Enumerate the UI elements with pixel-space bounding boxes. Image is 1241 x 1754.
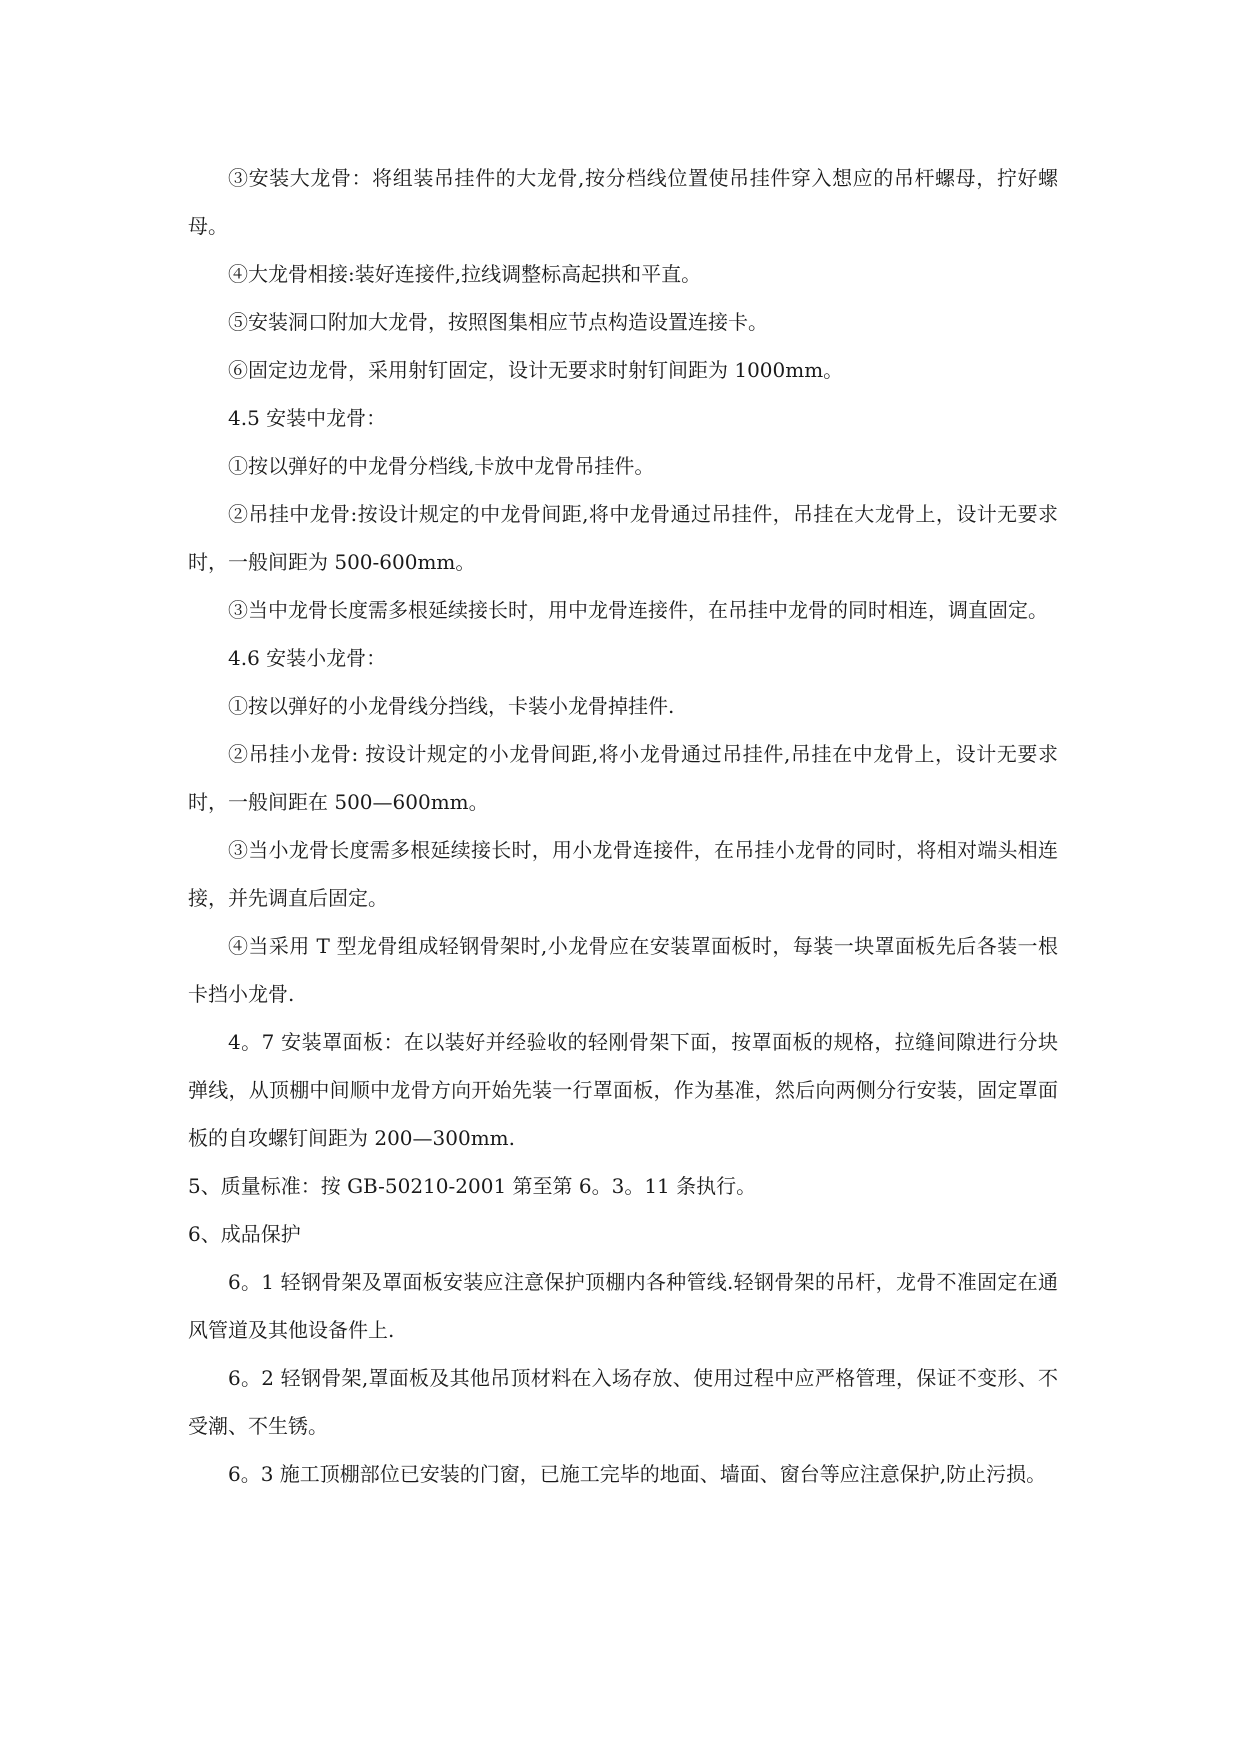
paragraph-6-2: 6。2 轻钢骨架,罩面板及其他吊顶材料在入场存放、使用过程中应严格管理，保证不变形、不受潮、不生锈。 xyxy=(188,1366,1058,1438)
paragraph-opening-keel: ⑤安装洞口附加大龙骨，按照图集相应节点构造设置连接卡。 xyxy=(228,310,768,334)
section-heading-4-6: 4.6 安装小龙骨： xyxy=(228,646,387,670)
paragraph-install-main-keel: ③安装大龙骨：将组装吊挂件的大龙骨,按分档线位置使吊挂件穿入想应的吊杆螺母，拧好螺母。 xyxy=(188,166,1058,238)
paragraph-4-6-item-2: ②吊挂小龙骨: 按设计规定的小龙骨间距,将小龙骨通过吊挂件,吊挂在中龙骨上，设计无要求时，一般间距在 500—600mm。 xyxy=(188,742,1058,814)
paragraph-4-6-item-4: ④当采用 T 型龙骨组成轻钢骨架时,小龙骨应在安装罩面板时，每装一块罩面板先后各装一根卡挡小龙骨. xyxy=(188,934,1058,1006)
paragraph-4-6-item-1: ①按以弹好的小龙骨线分挡线，卡装小龙骨掉挂件. xyxy=(228,694,675,718)
paragraph-6-3: 6。3 施工顶棚部位已安装的门窗，已施工完毕的地面、墙面、窗台等应注意保护,防止污损。 xyxy=(228,1462,1047,1486)
section-5-quality-standard: 5、质量标准：按 GB-50210-2001 第至第 6。3。11 条执行。 xyxy=(188,1174,757,1198)
document-body xyxy=(188,154,1058,1498)
section-heading-4-5: 4.5 安装中龙骨： xyxy=(228,406,387,430)
section-4-7-cover-panel: 4。7 安装罩面板：在以装好并经验收的轻刚骨架下面，按罩面板的规格，拉缝间隙进行分块弹线，从顶棚中间顺中龙骨方向开始先装一行罩面板，作为基准，然后向两侧分行安装，固定罩面板的自攻螺钉间距为 200—300mm. xyxy=(188,1030,1058,1150)
paragraph-main-keel-joint: ④大龙骨相接:装好连接件,拉线调整标高起拱和平直。 xyxy=(228,262,702,286)
paragraph-4-5-item-3: ③当中龙骨长度需多根延续接长时，用中龙骨连接件，在吊挂中龙骨的同时相连，调直固定。 xyxy=(228,598,1048,622)
paragraph-6-1: 6。1 轻钢骨架及罩面板安装应注意保护顶棚内各种管线.轻钢骨架的吊杆，龙骨不准固定在通风管道及其他设备件上. xyxy=(188,1270,1058,1342)
paragraph-edge-keel: ⑥固定边龙骨，采用射钉固定，设计无要求时射钉间距为 1000mm。 xyxy=(228,358,844,382)
section-heading-6: 6、成品保护 xyxy=(188,1222,301,1246)
paragraph-4-5-item-1: ①按以弹好的中龙骨分档线,卡放中龙骨吊挂件。 xyxy=(228,454,655,478)
paragraph-4-5-item-2: ②吊挂中龙骨:按设计规定的中龙骨间距,将中龙骨通过吊挂件，吊挂在大龙骨上，设计无要求时，一般间距为 500-600mm。 xyxy=(188,502,1058,574)
paragraph-4-6-item-3: ③当小龙骨长度需多根延续接长时，用小龙骨连接件，在吊挂小龙骨的同时，将相对端头相连接，并先调直后固定。 xyxy=(188,838,1058,910)
